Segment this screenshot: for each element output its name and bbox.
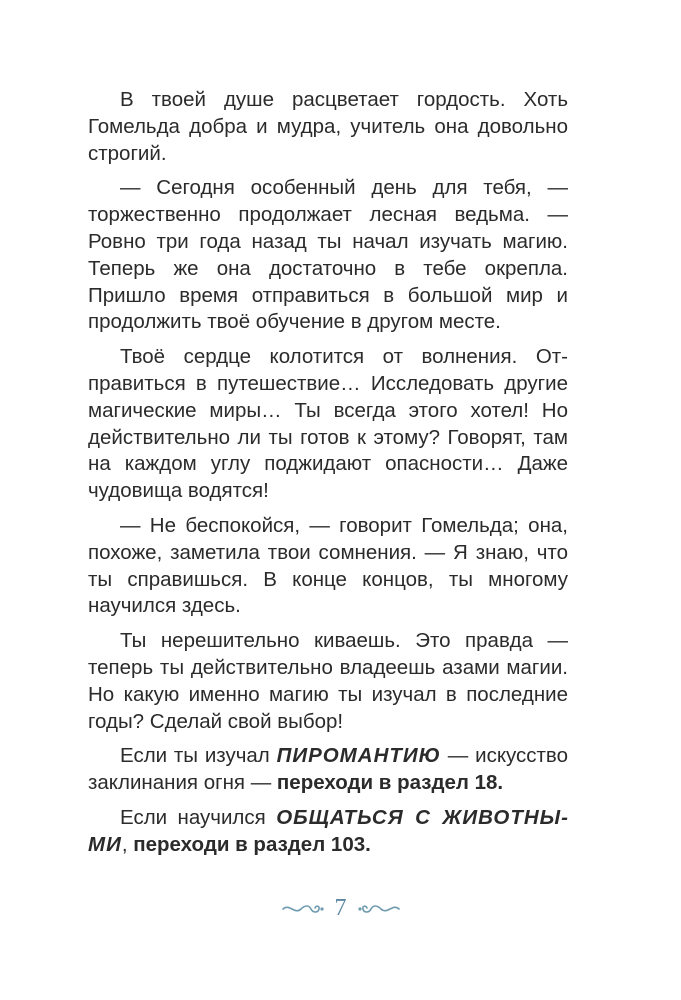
choice-animals-middle: , bbox=[121, 832, 134, 856]
choice-pyromancy bbox=[88, 743, 568, 797]
choice-pyromancy-middle: — искусство заклинания огня — bbox=[88, 744, 568, 795]
paragraph-pride: В твоей душе расцветает гордость. Хоть Гомельда добра и мудра, учитель она довольно строгий. bbox=[88, 88, 568, 165]
page-number: 7 bbox=[334, 895, 347, 921]
choice-animals-prefix: Если научился bbox=[120, 805, 277, 829]
choice-pyromancy-prefix: Если ты изучал bbox=[120, 744, 277, 768]
choice-pyromancy-action: переходи в раздел 18. bbox=[276, 771, 504, 795]
paragraph-choice-intro: Ты нерешительно киваешь. Это правда — теперь ты действительно владеешь азами магии. Но какую именно магию ты изучал в последние годы? Сделай свой выбор! bbox=[88, 629, 568, 733]
choice-pyromancy-highlight: ПИРОМАНТИЮ bbox=[276, 744, 441, 768]
page-footer bbox=[0, 895, 681, 922]
choice-animals-action: переходи в раздел 103. bbox=[133, 832, 371, 856]
paragraph-witch-speech: — Сегодня особенный день для тебя, — торжественно продолжает лесная ведьма. — Ровно три года назад ты начал изучать магию. Теперь же она достаточно в тебе окрепла. Пришло время отправиться в большой мир и продолжить твоё обучение в другом месте. bbox=[88, 176, 568, 334]
choice-animals-highlight: ОБЩАТЬСЯ С ЖИВОТНЫМИ bbox=[88, 805, 568, 856]
paragraph-reassurance: — Не беспокойся, — говорит Гомельда; она, похоже, заметила твои сомнения. — Я знаю, что ты справишься. В конце концов, ты многому научился здесь. bbox=[88, 513, 568, 618]
paragraph-heart: Твоё сердце колотится от волнения. Отправиться в путешествие… Исследовать другие магические миры… Ты всегда этого хотел! Но действительно ли ты готов к этому? Говорят, там на каждом углу поджидают опасности… Даже чудовища водятся! bbox=[88, 345, 568, 503]
right-flourish-icon bbox=[357, 900, 401, 918]
body-text bbox=[88, 87, 568, 867]
left-flourish-icon bbox=[281, 900, 325, 918]
choice-animals bbox=[88, 805, 568, 859]
